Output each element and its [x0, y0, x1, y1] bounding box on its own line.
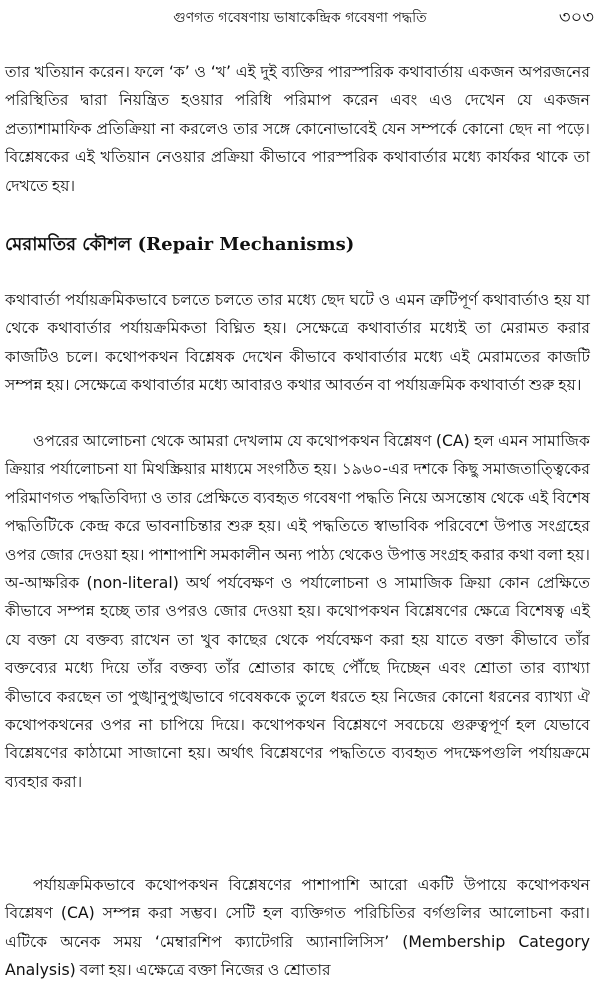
paragraph-membership: পর্যায়ক্রমিকভাবে কথোপকথন বিশ্লেষণের পাশাপাশি আরো একটি উপায়ে কথোপকথন বিশ্লেষণ (CA) সম্পন্ন করা সম্ভব। সেটি হল ব্যক্তিগত পরিচিতির বর্গগুলির আলোচনা করা। এটিকে অনেক সময় ‘মেম্বারশিপ ক্যাটেগরি অ্যানালিসিস’ (Membership Category Analysis) বলা হয়। এক্ষেত্রে বক্তা নিজের ও শ্রোতার	[5, 875, 590, 980]
page-number: ৩০৩	[558, 7, 594, 28]
paragraph-intro: তার খতিয়ান করেন। ফলে ‘ক’ ও ‘খ’ এই দুই ব্যক্তির পারস্পরিক কথাবার্তায় একজন অপরজনের পরিস্থিতির দ্বারা নিয়ন্ত্রিত হওয়ার পরিধি পরিমাপ করেন এবং এও দেখেন যে একজন প্রত্যাশামাফিক প্রতিক্রিয়া না করলেও তার সঙ্গে কোনোভাবেই যেন সম্পর্কে কোনো ছেদ না পড়ে। বিশ্লেষকের এই খতিয়ান নেওয়ার প্রক্রিয়া কীভাবে পারস্পরিক কথাবার্তার মধ্যে কার্যকর থাকে তা দেখতে হয়।	[5, 62, 590, 195]
section-heading-english: (Repair Mechanisms)	[137, 234, 355, 255]
paragraph-ca-summary: ওপরের আলোচনা থেকে আমরা দেখলাম যে কথোপকথন বিশ্লেষণ (CA) হল এমন সামাজিক ক্রিয়ার পর্যালোচনা যা মিথস্ক্রিয়ার মাধ্যমে সংগঠিত হয়। ১৯৬০-এর দশকে কিছু সমাজতাত্ত্বিকের পরিমাণগত পদ্ধতিবিদ্যা ও তার প্রেক্ষিতে ব্যবহৃত গবেষণা পদ্ধতি নিয়ে অসন্তোষ থেকে এই বিশেষ পদ্ধতিটিকে কেন্দ্র করে ভাবনাচিন্তার শুরু হয়। এই পদ্ধতিতে স্বাভাবিক পরিবেশে উপাত্ত সংগ্রহের ওপর জোর দেওয়া হয়। পাশাপাশি সমকালীন অন্য পাঠ্য থেকেও উপাত্ত সংগ্রহ করার কথা বলা হয়। অ-আক্ষরিক (non-literal) অর্থ পর্যবেক্ষণ ও পর্যালোচনা ও সামাজিক ক্রিয়া কোন প্রেক্ষিতে কীভাবে সম্পন্ন হচ্ছে তার ওপরও জোর দেওয়া হয়। কথোপকথন বিশ্লেষণের ক্ষেত্রে বিশেষত্ব এই যে বক্তা যে বক্তব্য রাখেন তা খুব কাছের থেকে পর্যবেক্ষণ করা হয় যাতে বক্তা কীভাবে তাঁর বক্তব্যের মধ্যে দিয়ে তাঁর বক্তব্য তাঁর শ্রোতার কাছে পৌঁছে দিচ্ছেন এবং শ্রোতা তার ব্যাখ্যা কীভাবে করছেন তা পুঙ্খানুপুঙ্খভাবে গবেষককে তুলে ধরতে হয় নিজের কোনো ধরনের ব্যাখ্যা ঐ কথোপকথনের ওপর না চাপিয়ে দিয়ে। কথোপকথন বিশ্লেষণে সবচেয়ে গুরুত্বপূর্ণ হল যেভাবে বিশ্লেষণের কাঠামো সাজানো হয়। অর্থাৎ বিশ্লেষণের পদ্ধতিতে ব্যবহৃত পদক্ষেপগুলি পর্যায়ক্রমে ব্যবহার করা।	[5, 431, 590, 791]
running-header: গুণগত গবেষণায় ভাষাকেন্দ্রিক গবেষণা পদ্ধতি	[173, 10, 427, 26]
paragraph-repair: কথাবার্তা পর্যায়ক্রমিকভাবে চলতে চলতে তার মধ্যে ছেদ ঘটে ও এমন ত্রুটিপূর্ণ কথাবার্তাও হয় যা থেকে কথাবার্তার পর্যায়ক্রমিকতা বিঘ্নিত হয়। সেক্ষেত্রে কথাবার্তার মধ্যেই তা মেরামত করার কাজটিও চলে। কথোপকথন বিশ্লেষক দেখেন কীভাবে কথাবার্তার মধ্যে এই মেরামতের কাজটি সম্পন্ন হয়। সেক্ষেত্রে কথাবার্তার মধ্যে আবারও কথার আবর্তন বা পর্যায়ক্রমিক কথাবার্তা শুরু হয়।	[5, 290, 590, 395]
section-heading-bengali: মেরামতির কৌশল	[5, 234, 132, 255]
section-heading	[5, 232, 590, 258]
